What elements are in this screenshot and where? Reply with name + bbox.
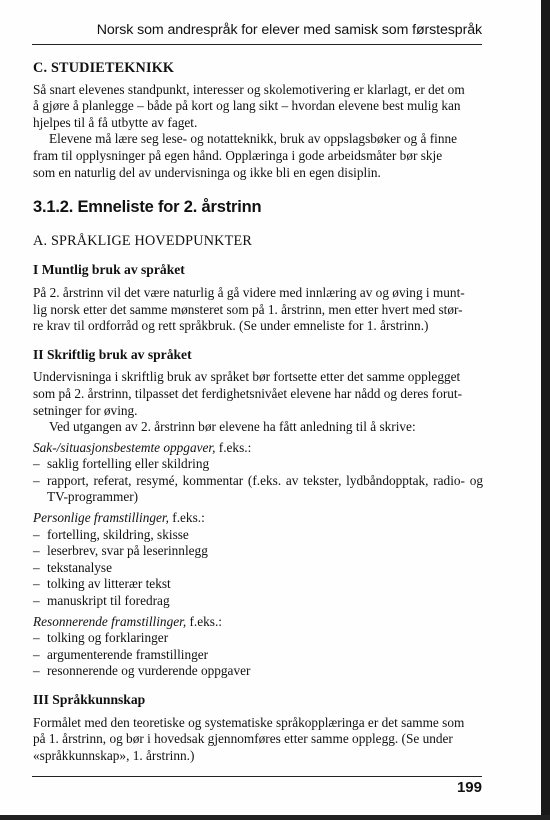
text-line: å gjøre å planlegge – både på kort og lang sikt – hvordan elevene best mulig kan (33, 98, 461, 114)
dash-bullet: – (33, 646, 40, 662)
list-item (33, 647, 483, 664)
dash-bullet: – (33, 559, 40, 575)
list-item (33, 663, 483, 680)
text-line: som en naturlig del av undervisninga og ikke bli en egen disiplin. (33, 164, 381, 180)
text-line: re krav til ordforråd og rett språkbruk. (Se under emneliste for 1. årstrinn.) (33, 318, 429, 334)
scan-edge-bottom (0, 815, 550, 820)
text-line: Elevene må lære seg lese- og notatteknikk, bruk av oppslagsbøker og å finne (49, 131, 458, 147)
list-item (33, 560, 483, 577)
text-line: Undervisninga i skriftlig bruk av språket bør fortsette etter det samme opplegget (33, 369, 461, 385)
section-ii-paragraph-2: Ved utgangen av 2. årstrinn bør elevene ha fått anledning til å skrive: (49, 419, 416, 435)
list-item-text: rapport, referat, resymé, kommentar (f.eks. av tekster, lydbåndopptak, radio- og TV-programmer) (47, 472, 483, 505)
text-line: «språkkunnskap», 1. årstrinn.) (33, 747, 195, 763)
list-item-text: tolking og forklaringer (47, 630, 169, 646)
section-ii-paragraph-1 (33, 369, 483, 419)
list-group-personlige (33, 510, 483, 610)
list-group-resonnerende (33, 614, 483, 680)
dash-bullet: – (33, 472, 40, 488)
list-group-label-rest: f.eks.: (186, 613, 222, 629)
text-line: som på 2. årstrinn, tilpasset det ferdighetsnivået elevene har nådd og deres forut- (33, 385, 463, 401)
list-item (33, 593, 483, 610)
dash-bullet: – (33, 576, 40, 592)
text-line: hjelpes til å få utbytte av faget. (33, 114, 198, 130)
dash-list (33, 456, 483, 506)
section-iii-paragraph (33, 715, 483, 765)
section-c-paragraph-1 (33, 82, 483, 132)
page-content (33, 60, 483, 764)
list-item (33, 630, 483, 647)
list-item-text: manuskript til foredrag (47, 593, 170, 609)
list-item-text: argumenterende framstillinger (47, 646, 209, 662)
text-line: På 2. årstrinn vil det være naturlig å gå videre med innlæring av og øving i munt- (33, 284, 465, 300)
list-group-label-italic: Personlige framstillinger, (33, 510, 169, 526)
header-rule (32, 44, 482, 45)
footer-rule (32, 776, 482, 777)
list-group-label (33, 510, 483, 527)
list-group-label-italic: Resonnerende framstillinger, (33, 613, 187, 629)
text-line: fram til opplysninger på egen hånd. Opplæringa i gode arbeidsmåter bør skje (33, 147, 443, 163)
scan-edge-right (541, 0, 550, 820)
running-header: Norsk som andrespråk for elever med samisk som førstespråk (96, 22, 482, 38)
dash-bullet: – (33, 593, 40, 609)
section-i-paragraph (33, 285, 483, 335)
section-ii-heading: II Skriftlig bruk av språket (33, 346, 192, 362)
list-group-label-rest: f.eks.: (215, 439, 252, 455)
text-line: Så snart elevenes standpunkt, interesser og skolemotivering er klarlagt, er det om (33, 81, 465, 97)
list-item-text: saklig fortelling eller skildring (47, 456, 210, 472)
list-item (33, 456, 483, 473)
text-line: på 1. årstrinn, og bør i hovedsak gjennomføres etter samme opplegg. (Se under (33, 731, 453, 747)
list-item (33, 576, 483, 593)
list-item-text: fortelling, skildring, skisse (47, 526, 189, 542)
list-item-text: resonnerende og vurderende oppgaver (47, 663, 251, 679)
list-item (33, 543, 483, 560)
page-number: 199 (456, 779, 482, 796)
list-item (33, 527, 483, 544)
dash-bullet: – (33, 543, 40, 559)
text-line: lig norsk etter det samme mønsteret som på 1. årstrinn, men etter hvert med stør- (33, 301, 463, 317)
list-item-text: tekstanalyse (47, 559, 112, 575)
list-group-label-italic: Sak-/situasjonsbestemte oppgaver, (33, 439, 216, 455)
dash-list (33, 527, 483, 610)
list-item (33, 473, 483, 506)
text-line: Formålet med den teoretiske og systematiske språkopplæringa er det samme som (33, 714, 465, 730)
list-group-sak (33, 440, 483, 506)
dash-list (33, 630, 483, 680)
list-group-label-rest: f.eks.: (168, 510, 205, 526)
dash-bullet: – (33, 630, 40, 646)
text-line: setninger for øving. (33, 402, 138, 418)
list-item-text: tolking av litterær tekst (47, 576, 171, 592)
dash-bullet: – (33, 663, 40, 679)
dash-bullet: – (33, 526, 40, 542)
list-group-label (33, 614, 483, 631)
dash-bullet: – (33, 456, 40, 472)
section-i-heading: I Muntlig bruk av språket (33, 262, 185, 278)
section-c-heading: C. STUDIETEKNIKK (33, 60, 175, 76)
list-item-text: leserbrev, svar på leserinnlegg (47, 543, 208, 559)
section-a-heading: A. SPRÅKLIGE HOVEDPUNKTER (33, 232, 252, 249)
list-group-label (33, 440, 483, 457)
emneliste-heading: 3.1.2. Emneliste for 2. årstrinn (33, 198, 262, 217)
section-c-paragraph-2 (33, 131, 483, 181)
section-iii-heading: III Språkkunnskap (33, 692, 146, 707)
